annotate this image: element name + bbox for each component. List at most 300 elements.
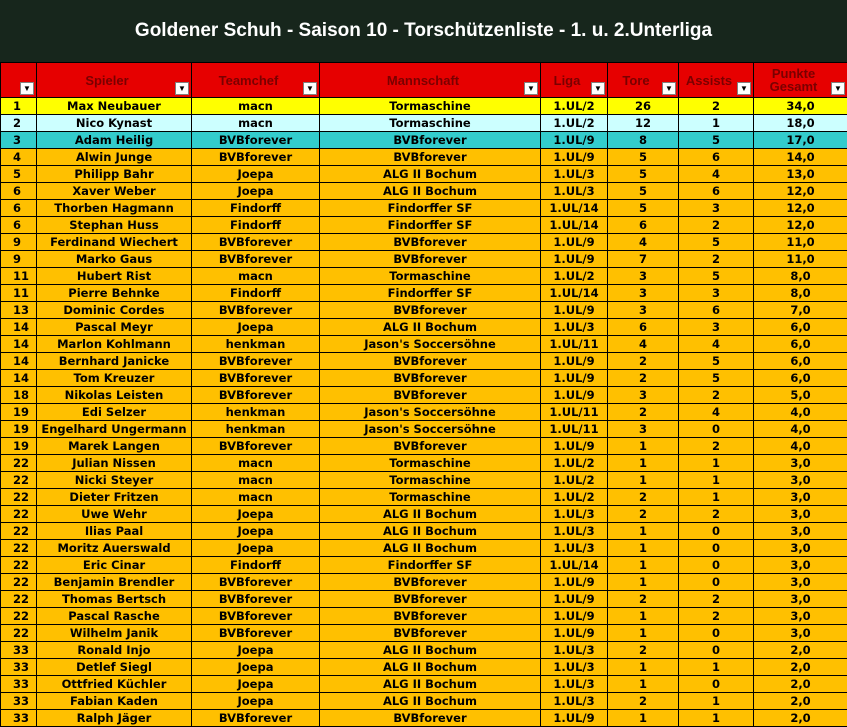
- assists-cell[interactable]: 5: [679, 132, 754, 149]
- teamchef-cell[interactable]: BVBforever: [192, 234, 320, 251]
- mannschaft-cell[interactable]: BVBforever: [320, 302, 541, 319]
- assists-cell[interactable]: 1: [679, 710, 754, 727]
- assists-cell[interactable]: 5: [679, 234, 754, 251]
- assists-cell[interactable]: 2: [679, 217, 754, 234]
- liga-cell[interactable]: 1.UL/9: [541, 608, 608, 625]
- filter-dropdown-icon[interactable]: ▼: [737, 82, 751, 95]
- teamchef-cell[interactable]: BVBforever: [192, 591, 320, 608]
- mannschaft-cell[interactable]: Tormaschine: [320, 268, 541, 285]
- tore-cell[interactable]: 5: [608, 183, 679, 200]
- teamchef-cell[interactable]: macn: [192, 268, 320, 285]
- teamchef-cell[interactable]: BVBforever: [192, 370, 320, 387]
- tore-cell[interactable]: 1: [608, 438, 679, 455]
- assists-cell[interactable]: 3: [679, 200, 754, 217]
- mannschaft-cell[interactable]: ALG II Bochum: [320, 659, 541, 676]
- rank-cell[interactable]: 33: [1, 659, 37, 676]
- rank-cell[interactable]: 33: [1, 642, 37, 659]
- tore-cell[interactable]: 4: [608, 336, 679, 353]
- spieler-cell[interactable]: Bernhard Janicke: [37, 353, 192, 370]
- punkte-cell[interactable]: 2,0: [754, 676, 847, 693]
- rank-cell[interactable]: 22: [1, 574, 37, 591]
- liga-cell[interactable]: 1.UL/9: [541, 370, 608, 387]
- punkte-cell[interactable]: 8,0: [754, 285, 847, 302]
- liga-cell[interactable]: 1.UL/9: [541, 438, 608, 455]
- mannschaft-cell[interactable]: BVBforever: [320, 574, 541, 591]
- teamchef-cell[interactable]: Joepa: [192, 676, 320, 693]
- punkte-cell[interactable]: 3,0: [754, 523, 847, 540]
- teamchef-cell[interactable]: Findorff: [192, 557, 320, 574]
- liga-cell[interactable]: 1.UL/9: [541, 251, 608, 268]
- punkte-cell[interactable]: 2,0: [754, 659, 847, 676]
- tore-cell[interactable]: 6: [608, 217, 679, 234]
- assists-cell[interactable]: 5: [679, 370, 754, 387]
- tore-cell[interactable]: 2: [608, 353, 679, 370]
- spieler-cell[interactable]: Alwin Junge: [37, 149, 192, 166]
- mannschaft-cell[interactable]: Jason's Soccersöhne: [320, 421, 541, 438]
- spieler-cell[interactable]: Nico Kynast: [37, 115, 192, 132]
- mannschaft-cell[interactable]: BVBforever: [320, 591, 541, 608]
- rank-cell[interactable]: 22: [1, 557, 37, 574]
- spieler-cell[interactable]: Ralph Jäger: [37, 710, 192, 727]
- liga-cell[interactable]: 1.UL/9: [541, 591, 608, 608]
- liga-cell[interactable]: 1.UL/2: [541, 455, 608, 472]
- teamchef-cell[interactable]: Joepa: [192, 523, 320, 540]
- rank-cell[interactable]: 22: [1, 523, 37, 540]
- tore-cell[interactable]: 12: [608, 115, 679, 132]
- assists-cell[interactable]: 6: [679, 149, 754, 166]
- column-header-punkte[interactable]: Punkte Gesamt ▼: [754, 63, 847, 98]
- teamchef-cell[interactable]: BVBforever: [192, 625, 320, 642]
- mannschaft-cell[interactable]: BVBforever: [320, 149, 541, 166]
- spieler-cell[interactable]: Xaver Weber: [37, 183, 192, 200]
- mannschaft-cell[interactable]: BVBforever: [320, 234, 541, 251]
- tore-cell[interactable]: 1: [608, 472, 679, 489]
- tore-cell[interactable]: 1: [608, 557, 679, 574]
- tore-cell[interactable]: 2: [608, 693, 679, 710]
- rank-cell[interactable]: 14: [1, 319, 37, 336]
- assists-cell[interactable]: 0: [679, 540, 754, 557]
- spieler-cell[interactable]: Uwe Wehr: [37, 506, 192, 523]
- mannschaft-cell[interactable]: Tormaschine: [320, 98, 541, 115]
- tore-cell[interactable]: 1: [608, 676, 679, 693]
- tore-cell[interactable]: 2: [608, 370, 679, 387]
- assists-cell[interactable]: 2: [679, 438, 754, 455]
- spieler-cell[interactable]: Tom Kreuzer: [37, 370, 192, 387]
- tore-cell[interactable]: 3: [608, 285, 679, 302]
- punkte-cell[interactable]: 12,0: [754, 183, 847, 200]
- mannschaft-cell[interactable]: ALG II Bochum: [320, 183, 541, 200]
- tore-cell[interactable]: 8: [608, 132, 679, 149]
- spieler-cell[interactable]: Detlef Siegl: [37, 659, 192, 676]
- assists-cell[interactable]: 0: [679, 676, 754, 693]
- teamchef-cell[interactable]: BVBforever: [192, 149, 320, 166]
- tore-cell[interactable]: 2: [608, 404, 679, 421]
- punkte-cell[interactable]: 6,0: [754, 370, 847, 387]
- spieler-cell[interactable]: Marlon Kohlmann: [37, 336, 192, 353]
- teamchef-cell[interactable]: macn: [192, 98, 320, 115]
- punkte-cell[interactable]: 13,0: [754, 166, 847, 183]
- tore-cell[interactable]: 1: [608, 574, 679, 591]
- mannschaft-cell[interactable]: ALG II Bochum: [320, 693, 541, 710]
- liga-cell[interactable]: 1.UL/3: [541, 506, 608, 523]
- mannschaft-cell[interactable]: Jason's Soccersöhne: [320, 404, 541, 421]
- column-header-liga[interactable]: Liga ▼: [541, 63, 608, 98]
- assists-cell[interactable]: 1: [679, 455, 754, 472]
- mannschaft-cell[interactable]: BVBforever: [320, 370, 541, 387]
- rank-cell[interactable]: 11: [1, 285, 37, 302]
- teamchef-cell[interactable]: Joepa: [192, 166, 320, 183]
- mannschaft-cell[interactable]: ALG II Bochum: [320, 523, 541, 540]
- liga-cell[interactable]: 1.UL/11: [541, 336, 608, 353]
- teamchef-cell[interactable]: BVBforever: [192, 438, 320, 455]
- teamchef-cell[interactable]: Joepa: [192, 659, 320, 676]
- liga-cell[interactable]: 1.UL/9: [541, 132, 608, 149]
- tore-cell[interactable]: 26: [608, 98, 679, 115]
- mannschaft-cell[interactable]: ALG II Bochum: [320, 506, 541, 523]
- teamchef-cell[interactable]: Joepa: [192, 540, 320, 557]
- mannschaft-cell[interactable]: BVBforever: [320, 251, 541, 268]
- mannschaft-cell[interactable]: Tormaschine: [320, 472, 541, 489]
- tore-cell[interactable]: 2: [608, 506, 679, 523]
- spieler-cell[interactable]: Benjamin Brendler: [37, 574, 192, 591]
- punkte-cell[interactable]: 3,0: [754, 591, 847, 608]
- punkte-cell[interactable]: 2,0: [754, 693, 847, 710]
- rank-header[interactable]: [1, 63, 37, 98]
- spieler-cell[interactable]: Ottfried Küchler: [37, 676, 192, 693]
- assists-cell[interactable]: 1: [679, 489, 754, 506]
- rank-cell[interactable]: 19: [1, 438, 37, 455]
- rank-cell[interactable]: 1: [1, 98, 37, 115]
- tore-cell[interactable]: 3: [608, 387, 679, 404]
- assists-cell[interactable]: 6: [679, 183, 754, 200]
- filter-dropdown-icon[interactable]: ▼: [303, 82, 317, 95]
- punkte-cell[interactable]: 3,0: [754, 540, 847, 557]
- liga-cell[interactable]: 1.UL/2: [541, 98, 608, 115]
- assists-cell[interactable]: 2: [679, 608, 754, 625]
- mannschaft-cell[interactable]: BVBforever: [320, 353, 541, 370]
- assists-cell[interactable]: 3: [679, 285, 754, 302]
- teamchef-cell[interactable]: Findorff: [192, 217, 320, 234]
- tore-cell[interactable]: 1: [608, 455, 679, 472]
- assists-cell[interactable]: 4: [679, 166, 754, 183]
- teamchef-cell[interactable]: Findorff: [192, 285, 320, 302]
- liga-cell[interactable]: 1.UL/3: [541, 676, 608, 693]
- punkte-cell[interactable]: 6,0: [754, 336, 847, 353]
- spieler-cell[interactable]: Engelhard Ungermann: [37, 421, 192, 438]
- liga-cell[interactable]: 1.UL/9: [541, 574, 608, 591]
- liga-cell[interactable]: 1.UL/9: [541, 710, 608, 727]
- punkte-cell[interactable]: 4,0: [754, 438, 847, 455]
- mannschaft-cell[interactable]: Findorffer SF: [320, 557, 541, 574]
- column-header-teamchef[interactable]: Teamchef ▼: [192, 63, 320, 98]
- punkte-cell[interactable]: 17,0: [754, 132, 847, 149]
- liga-cell[interactable]: 1.UL/2: [541, 115, 608, 132]
- teamchef-cell[interactable]: henkman: [192, 336, 320, 353]
- tore-cell[interactable]: 5: [608, 200, 679, 217]
- assists-cell[interactable]: 3: [679, 319, 754, 336]
- assists-cell[interactable]: 0: [679, 421, 754, 438]
- spieler-cell[interactable]: Dominic Cordes: [37, 302, 192, 319]
- spieler-cell[interactable]: Julian Nissen: [37, 455, 192, 472]
- filter-dropdown-icon[interactable]: ▼: [20, 82, 34, 95]
- filter-dropdown-icon[interactable]: ▼: [831, 82, 845, 95]
- spieler-cell[interactable]: Edi Selzer: [37, 404, 192, 421]
- rank-cell[interactable]: 22: [1, 591, 37, 608]
- teamchef-cell[interactable]: BVBforever: [192, 132, 320, 149]
- punkte-cell[interactable]: 11,0: [754, 251, 847, 268]
- spieler-cell[interactable]: Nicki Steyer: [37, 472, 192, 489]
- teamchef-cell[interactable]: Joepa: [192, 693, 320, 710]
- rank-cell[interactable]: 22: [1, 608, 37, 625]
- liga-cell[interactable]: 1.UL/9: [541, 387, 608, 404]
- rank-cell[interactable]: 11: [1, 268, 37, 285]
- liga-cell[interactable]: 1.UL/3: [541, 319, 608, 336]
- tore-cell[interactable]: 1: [608, 659, 679, 676]
- mannschaft-cell[interactable]: BVBforever: [320, 710, 541, 727]
- teamchef-cell[interactable]: macn: [192, 115, 320, 132]
- rank-cell[interactable]: 22: [1, 625, 37, 642]
- mannschaft-cell[interactable]: ALG II Bochum: [320, 642, 541, 659]
- teamchef-cell[interactable]: Joepa: [192, 183, 320, 200]
- teamchef-cell[interactable]: BVBforever: [192, 251, 320, 268]
- spieler-cell[interactable]: Thorben Hagmann: [37, 200, 192, 217]
- mannschaft-cell[interactable]: Findorffer SF: [320, 200, 541, 217]
- liga-cell[interactable]: 1.UL/2: [541, 472, 608, 489]
- spieler-cell[interactable]: Fabian Kaden: [37, 693, 192, 710]
- tore-cell[interactable]: 1: [608, 710, 679, 727]
- punkte-cell[interactable]: 11,0: [754, 234, 847, 251]
- liga-cell[interactable]: 1.UL/14: [541, 285, 608, 302]
- spieler-cell[interactable]: Eric Cinar: [37, 557, 192, 574]
- rank-cell[interactable]: 22: [1, 506, 37, 523]
- rank-cell[interactable]: 14: [1, 370, 37, 387]
- rank-cell[interactable]: 2: [1, 115, 37, 132]
- punkte-cell[interactable]: 2,0: [754, 642, 847, 659]
- rank-cell[interactable]: 33: [1, 693, 37, 710]
- punkte-cell[interactable]: 5,0: [754, 387, 847, 404]
- teamchef-cell[interactable]: macn: [192, 455, 320, 472]
- mannschaft-cell[interactable]: Findorffer SF: [320, 217, 541, 234]
- liga-cell[interactable]: 1.UL/11: [541, 404, 608, 421]
- spieler-cell[interactable]: Max Neubauer: [37, 98, 192, 115]
- assists-cell[interactable]: 1: [679, 659, 754, 676]
- rank-cell[interactable]: 4: [1, 149, 37, 166]
- column-header-mannschaft[interactable]: Mannschaft ▼: [320, 63, 541, 98]
- column-header-spieler[interactable]: Spieler ▼: [37, 63, 192, 98]
- spieler-cell[interactable]: Adam Heilig: [37, 132, 192, 149]
- rank-cell[interactable]: 14: [1, 336, 37, 353]
- punkte-cell[interactable]: 3,0: [754, 455, 847, 472]
- teamchef-cell[interactable]: BVBforever: [192, 574, 320, 591]
- spieler-cell[interactable]: Dieter Fritzen: [37, 489, 192, 506]
- liga-cell[interactable]: 1.UL/3: [541, 540, 608, 557]
- rank-cell[interactable]: 18: [1, 387, 37, 404]
- liga-cell[interactable]: 1.UL/14: [541, 217, 608, 234]
- rank-cell[interactable]: 6: [1, 200, 37, 217]
- assists-cell[interactable]: 1: [679, 115, 754, 132]
- spieler-cell[interactable]: Marek Langen: [37, 438, 192, 455]
- tore-cell[interactable]: 1: [608, 625, 679, 642]
- assists-cell[interactable]: 1: [679, 693, 754, 710]
- mannschaft-cell[interactable]: BVBforever: [320, 387, 541, 404]
- column-header-assists[interactable]: Assists ▼: [679, 63, 754, 98]
- assists-cell[interactable]: 0: [679, 574, 754, 591]
- rank-cell[interactable]: 22: [1, 455, 37, 472]
- punkte-cell[interactable]: 7,0: [754, 302, 847, 319]
- mannschaft-cell[interactable]: BVBforever: [320, 438, 541, 455]
- rank-cell[interactable]: 6: [1, 217, 37, 234]
- punkte-cell[interactable]: 3,0: [754, 472, 847, 489]
- tore-cell[interactable]: 2: [608, 489, 679, 506]
- spieler-cell[interactable]: Stephan Huss: [37, 217, 192, 234]
- mannschaft-cell[interactable]: Findorffer SF: [320, 285, 541, 302]
- punkte-cell[interactable]: 3,0: [754, 557, 847, 574]
- liga-cell[interactable]: 1.UL/9: [541, 149, 608, 166]
- tore-cell[interactable]: 2: [608, 642, 679, 659]
- mannschaft-cell[interactable]: BVBforever: [320, 132, 541, 149]
- teamchef-cell[interactable]: henkman: [192, 421, 320, 438]
- spieler-cell[interactable]: Pierre Behnke: [37, 285, 192, 302]
- rank-cell[interactable]: 22: [1, 489, 37, 506]
- filter-dropdown-icon[interactable]: ▼: [662, 82, 676, 95]
- tore-cell[interactable]: 1: [608, 608, 679, 625]
- mannschaft-cell[interactable]: BVBforever: [320, 608, 541, 625]
- assists-cell[interactable]: 0: [679, 625, 754, 642]
- filter-dropdown-icon[interactable]: ▼: [524, 82, 538, 95]
- rank-cell[interactable]: 9: [1, 234, 37, 251]
- teamchef-cell[interactable]: BVBforever: [192, 710, 320, 727]
- liga-cell[interactable]: 1.UL/3: [541, 523, 608, 540]
- tore-cell[interactable]: 2: [608, 591, 679, 608]
- spieler-cell[interactable]: Nikolas Leisten: [37, 387, 192, 404]
- liga-cell[interactable]: 1.UL/9: [541, 353, 608, 370]
- assists-cell[interactable]: 2: [679, 506, 754, 523]
- liga-cell[interactable]: 1.UL/3: [541, 659, 608, 676]
- assists-cell[interactable]: 2: [679, 387, 754, 404]
- liga-cell[interactable]: 1.UL/2: [541, 268, 608, 285]
- assists-cell[interactable]: 2: [679, 591, 754, 608]
- rank-cell[interactable]: 5: [1, 166, 37, 183]
- punkte-cell[interactable]: 3,0: [754, 608, 847, 625]
- rank-cell[interactable]: 19: [1, 404, 37, 421]
- teamchef-cell[interactable]: macn: [192, 489, 320, 506]
- column-header-tore[interactable]: Tore ▼: [608, 63, 679, 98]
- spieler-cell[interactable]: Philipp Bahr: [37, 166, 192, 183]
- assists-cell[interactable]: 2: [679, 98, 754, 115]
- teamchef-cell[interactable]: BVBforever: [192, 608, 320, 625]
- filter-dropdown-icon[interactable]: ▼: [175, 82, 189, 95]
- assists-cell[interactable]: 5: [679, 353, 754, 370]
- assists-cell[interactable]: 6: [679, 302, 754, 319]
- punkte-cell[interactable]: 6,0: [754, 319, 847, 336]
- rank-cell[interactable]: 3: [1, 132, 37, 149]
- punkte-cell[interactable]: 3,0: [754, 574, 847, 591]
- liga-cell[interactable]: 1.UL/2: [541, 489, 608, 506]
- punkte-cell[interactable]: 6,0: [754, 353, 847, 370]
- rank-cell[interactable]: 6: [1, 183, 37, 200]
- mannschaft-cell[interactable]: ALG II Bochum: [320, 319, 541, 336]
- punkte-cell[interactable]: 18,0: [754, 115, 847, 132]
- tore-cell[interactable]: 1: [608, 540, 679, 557]
- teamchef-cell[interactable]: BVBforever: [192, 387, 320, 404]
- spieler-cell[interactable]: Thomas Bertsch: [37, 591, 192, 608]
- rank-cell[interactable]: 33: [1, 676, 37, 693]
- tore-cell[interactable]: 4: [608, 234, 679, 251]
- punkte-cell[interactable]: 3,0: [754, 625, 847, 642]
- spieler-cell[interactable]: Ferdinand Wiechert: [37, 234, 192, 251]
- liga-cell[interactable]: 1.UL/11: [541, 421, 608, 438]
- liga-cell[interactable]: 1.UL/9: [541, 302, 608, 319]
- mannschaft-cell[interactable]: ALG II Bochum: [320, 676, 541, 693]
- mannschaft-cell[interactable]: Tormaschine: [320, 455, 541, 472]
- assists-cell[interactable]: 1: [679, 472, 754, 489]
- mannschaft-cell[interactable]: Tormaschine: [320, 115, 541, 132]
- teamchef-cell[interactable]: macn: [192, 472, 320, 489]
- punkte-cell[interactable]: 8,0: [754, 268, 847, 285]
- punkte-cell[interactable]: 3,0: [754, 489, 847, 506]
- teamchef-cell[interactable]: Joepa: [192, 319, 320, 336]
- punkte-cell[interactable]: 3,0: [754, 506, 847, 523]
- spieler-cell[interactable]: Ronald Injo: [37, 642, 192, 659]
- tore-cell[interactable]: 3: [608, 421, 679, 438]
- spieler-cell[interactable]: Ilias Paal: [37, 523, 192, 540]
- spieler-cell[interactable]: Marko Gaus: [37, 251, 192, 268]
- assists-cell[interactable]: 0: [679, 523, 754, 540]
- punkte-cell[interactable]: 4,0: [754, 404, 847, 421]
- spieler-cell[interactable]: Pascal Rasche: [37, 608, 192, 625]
- spieler-cell[interactable]: Moritz Auerswald: [37, 540, 192, 557]
- assists-cell[interactable]: 4: [679, 404, 754, 421]
- tore-cell[interactable]: 5: [608, 166, 679, 183]
- punkte-cell[interactable]: 34,0: [754, 98, 847, 115]
- mannschaft-cell[interactable]: Jason's Soccersöhne: [320, 336, 541, 353]
- liga-cell[interactable]: 1.UL/9: [541, 625, 608, 642]
- tore-cell[interactable]: 3: [608, 268, 679, 285]
- tore-cell[interactable]: 1: [608, 523, 679, 540]
- liga-cell[interactable]: 1.UL/3: [541, 166, 608, 183]
- liga-cell[interactable]: 1.UL/14: [541, 200, 608, 217]
- tore-cell[interactable]: 6: [608, 319, 679, 336]
- liga-cell[interactable]: 1.UL/14: [541, 557, 608, 574]
- rank-cell[interactable]: 19: [1, 421, 37, 438]
- filter-dropdown-icon[interactable]: ▼: [591, 82, 605, 95]
- spieler-cell[interactable]: Hubert Rist: [37, 268, 192, 285]
- teamchef-cell[interactable]: BVBforever: [192, 302, 320, 319]
- assists-cell[interactable]: 4: [679, 336, 754, 353]
- rank-cell[interactable]: 13: [1, 302, 37, 319]
- liga-cell[interactable]: 1.UL/3: [541, 642, 608, 659]
- mannschaft-cell[interactable]: BVBforever: [320, 625, 541, 642]
- assists-cell[interactable]: 0: [679, 642, 754, 659]
- liga-cell[interactable]: 1.UL/3: [541, 693, 608, 710]
- tore-cell[interactable]: 3: [608, 302, 679, 319]
- liga-cell[interactable]: 1.UL/3: [541, 183, 608, 200]
- assists-cell[interactable]: 5: [679, 268, 754, 285]
- teamchef-cell[interactable]: Joepa: [192, 506, 320, 523]
- tore-cell[interactable]: 7: [608, 251, 679, 268]
- mannschaft-cell[interactable]: Tormaschine: [320, 489, 541, 506]
- rank-cell[interactable]: 22: [1, 540, 37, 557]
- tore-cell[interactable]: 5: [608, 149, 679, 166]
- teamchef-cell[interactable]: henkman: [192, 404, 320, 421]
- rank-cell[interactable]: 14: [1, 353, 37, 370]
- punkte-cell[interactable]: 4,0: [754, 421, 847, 438]
- teamchef-cell[interactable]: Findorff: [192, 200, 320, 217]
- spieler-cell[interactable]: Pascal Meyr: [37, 319, 192, 336]
- punkte-cell[interactable]: 12,0: [754, 217, 847, 234]
- liga-cell[interactable]: 1.UL/9: [541, 234, 608, 251]
- rank-cell[interactable]: 33: [1, 710, 37, 727]
